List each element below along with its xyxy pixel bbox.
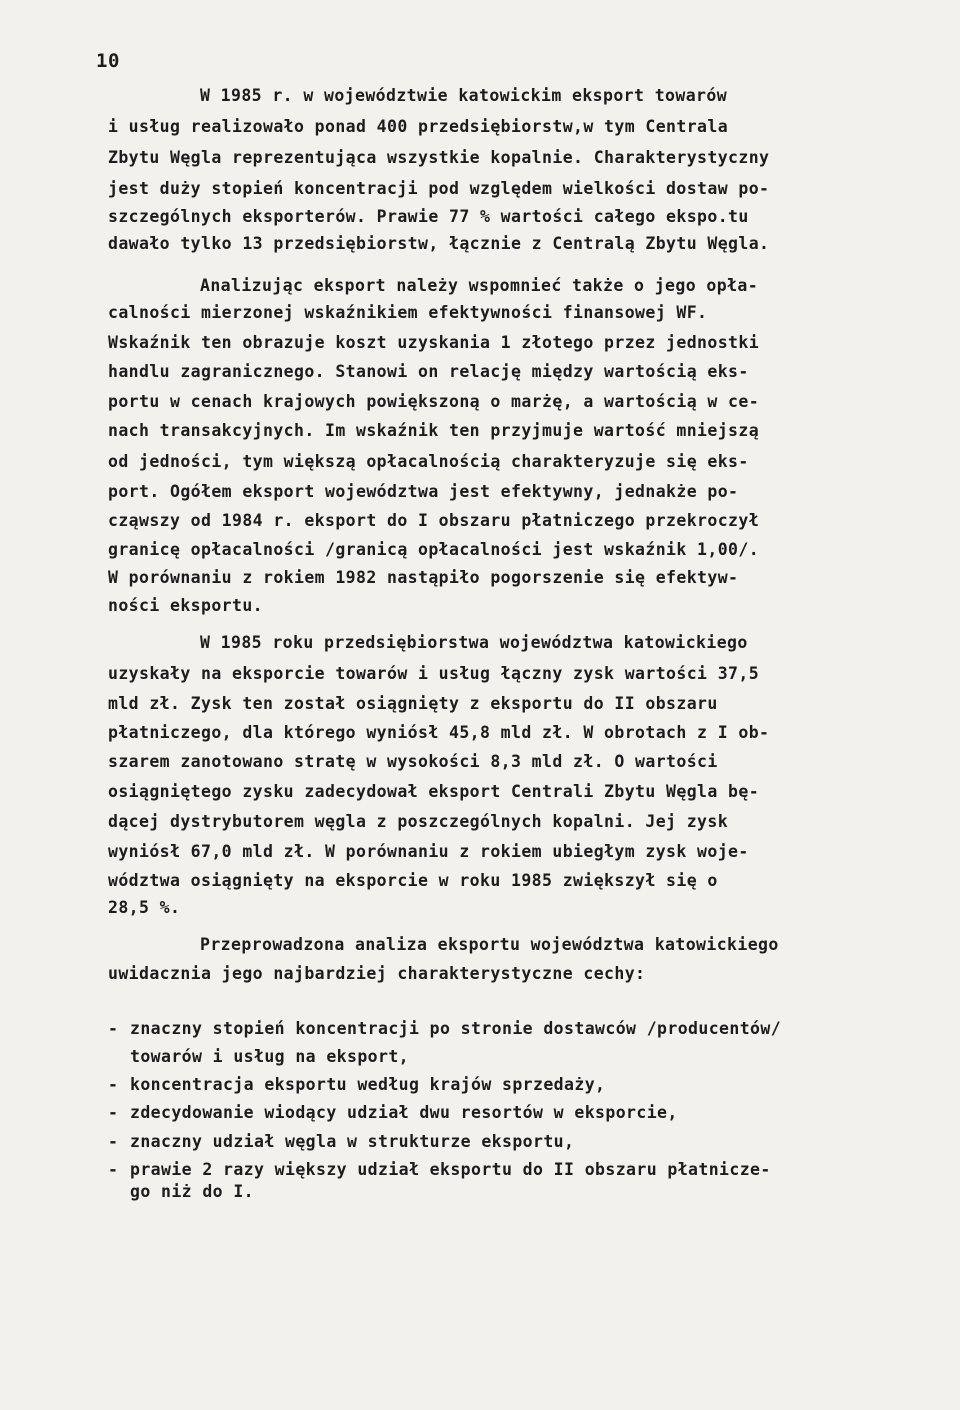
text-line: dawało tylko 13 przedsiębiorstw, łącznie z Centralą Zbytu Węgla. bbox=[108, 234, 770, 253]
text-line: i usług realizowało ponad 400 przedsiębiorstw,w tym Centrala bbox=[108, 117, 729, 136]
text-line: jest duży stopień koncentracji pod względem wielkości dostaw po- bbox=[108, 179, 770, 198]
list-marker: - bbox=[108, 1019, 119, 1038]
list-item-text: znaczny udział węgla w strukturze eksportu, bbox=[130, 1132, 575, 1151]
list-marker: - bbox=[108, 1103, 119, 1122]
list-item-text: zdecydowanie wiodący udział dwu resortów w eksporcie, bbox=[130, 1103, 678, 1122]
text-line: wyniósł 67,0 mld zł. W porównaniu z rokiem ubiegłym zysk woje- bbox=[108, 842, 749, 861]
text-line: mld zł. Zysk ten został osiągnięty z eksportu do II obszaru bbox=[108, 694, 718, 713]
list-item-text: prawie 2 razy większy udział eksportu do II obszaru płatnicze- bbox=[130, 1160, 771, 1179]
text-line: W 1985 roku przedsiębiorstwa województwa katowickiego bbox=[200, 633, 748, 652]
list-marker: - bbox=[108, 1160, 119, 1179]
text-line: od jedności, tym większą opłacalnością charakteryzuje się eks- bbox=[108, 452, 749, 471]
text-line: wództwa osiągnięty na eksporcie w roku 1985 zwiększył się o bbox=[108, 871, 718, 890]
text-line: nach transakcyjnych. Im wskaźnik ten przyjmuje wartość mniejszą bbox=[108, 421, 760, 440]
list-marker: - bbox=[108, 1132, 119, 1151]
list-marker: - bbox=[108, 1075, 119, 1094]
list-item-text: go niż do I. bbox=[130, 1182, 255, 1201]
text-line: płatniczego, dla którego wyniósł 45,8 mld zł. W obrotach z I ob- bbox=[108, 723, 770, 742]
text-line: osiągniętego zysku zadecydował eksport Centrali Zbytu Węgla bę- bbox=[108, 782, 760, 801]
text-line: calności mierzonej wskaźnikiem efektywności finansowej WF. bbox=[108, 303, 708, 322]
list-item-text: towarów i usług na eksport, bbox=[130, 1047, 410, 1066]
text-line: W porównaniu z rokiem 1982 nastąpiło pogorszenie się efektyw- bbox=[108, 568, 739, 587]
text-line: Zbytu Węgla reprezentująca wszystkie kopalnie. Charakterystyczny bbox=[108, 148, 770, 167]
text-line: port. Ogółem eksport województwa jest efektywny, jednakże po- bbox=[108, 482, 739, 501]
text-line: W 1985 r. w województwie katowickim eksport towarów bbox=[200, 86, 728, 105]
text-line: Przeprowadzona analiza eksportu województwa katowickiego bbox=[200, 935, 779, 954]
text-line: szczególnych eksporterów. Prawie 77 % wartości całego ekspo.tu bbox=[108, 207, 749, 226]
page-number: 10 bbox=[96, 50, 120, 72]
text-line: uwidacznia jego najbardziej charakterystyczne cechy: bbox=[108, 964, 646, 983]
text-line: 28,5 %. bbox=[108, 898, 181, 917]
text-line: ności eksportu. bbox=[108, 596, 264, 615]
text-line: uzyskały na eksporcie towarów i usług łączny zysk wartości 37,5 bbox=[108, 664, 760, 683]
text-line: Wskaźnik ten obrazuje koszt uzyskania 1 złotego przez jednostki bbox=[108, 333, 760, 352]
list-item-text: znaczny stopień koncentracji po stronie dostawców /producentów/ bbox=[130, 1019, 782, 1038]
text-line: portu w cenach krajowych powiększoną o marżę, a wartością w ce- bbox=[108, 392, 760, 411]
text-line: szarem zanotowano stratę w wysokości 8,3 mld zł. O wartości bbox=[108, 752, 718, 771]
text-line: granicę opłacalności /granicą opłacalności jest wskaźnik 1,00/. bbox=[108, 540, 760, 559]
text-line: cząwszy od 1984 r. eksport do I obszaru płatniczego przekroczył bbox=[108, 511, 760, 530]
text-line: dącej dystrybutorem węgla z poszczególnych kopalni. Jej zysk bbox=[108, 812, 729, 831]
list-item-text: koncentracja eksportu według krajów sprzedaży, bbox=[130, 1075, 606, 1094]
text-line: handlu zagranicznego. Stanowi on relację między wartością eks- bbox=[108, 362, 749, 381]
text-line: Analizując eksport należy wspomnieć także o jego opła- bbox=[200, 276, 759, 295]
